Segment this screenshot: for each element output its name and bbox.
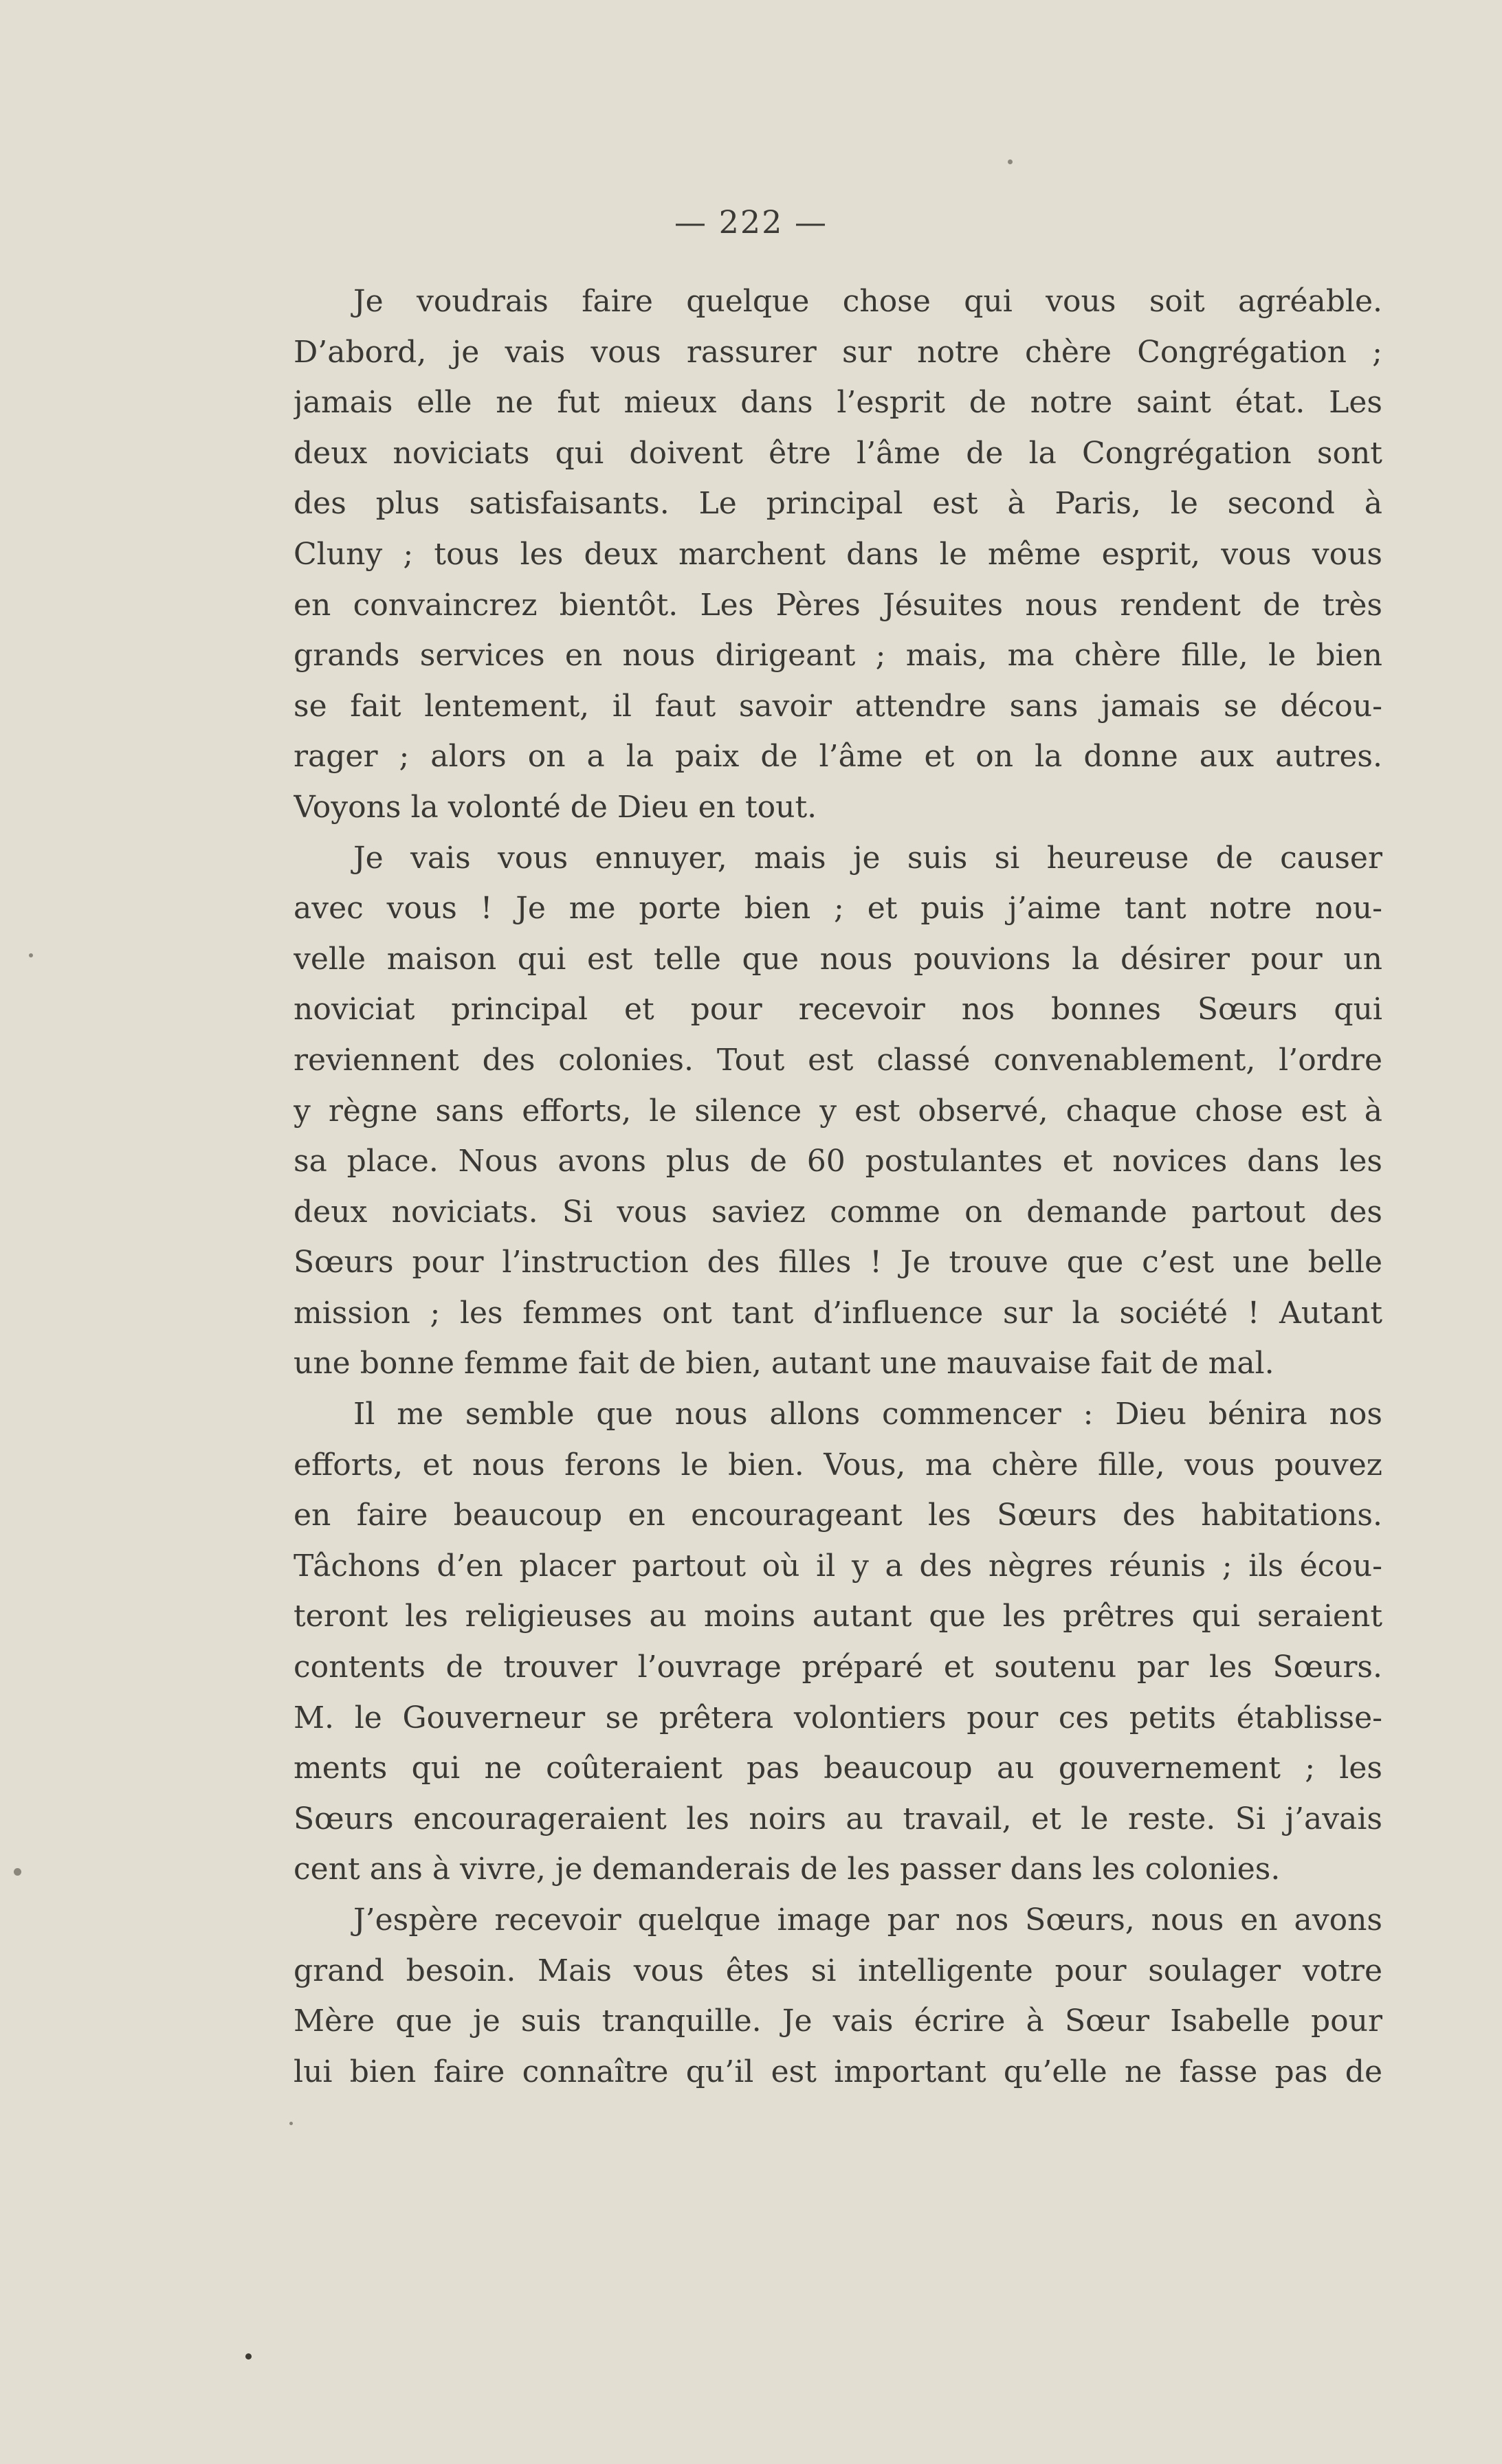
text-line: cent ans à vivre, je demanderais de les passer dans les colonies. — [294, 1852, 1281, 1887]
text-line: des plus satisfaisants. Le principal est à Paris, le second à — [294, 486, 1382, 522]
text-line: rager ; alors on a la paix de l’âme et on la donne aux autres. — [294, 739, 1382, 775]
text-line: Je vais vous ennuyer, mais je suis si heureuse de causer — [353, 840, 1382, 876]
text-line: en convaincrez bientôt. Les Pères Jésuites nous rendent de très — [294, 587, 1382, 623]
text-line: Il me semble que nous allons commencer : Dieu bénira nos — [353, 1397, 1382, 1432]
text-line: grands services en nous dirigeant ; mais, ma chère fille, le bien — [294, 638, 1382, 674]
text-line: Sœurs encourageraient les noirs au travail, et le reste. Si j’avais — [294, 1801, 1382, 1836]
paper-speck — [14, 1868, 21, 1876]
text-line: Voyons la volonté de Dieu en tout. — [294, 789, 817, 825]
text-line: contents de trouver l’ouvrage préparé et soutenu par les Sœurs. — [294, 1650, 1382, 1685]
page-number: — 222 — — [674, 203, 828, 241]
text-line: efforts, et nous ferons le bien. Vous, ma chère fille, vous pouvez — [294, 1447, 1382, 1483]
text-line: velle maison qui est telle que nous pouvions la désirer pour un — [294, 941, 1382, 977]
text-line: noviciat principal et pour recevoir nos bonnes Sœurs qui — [294, 992, 1382, 1028]
text-line: Mère que je suis tranquille. Je vais écrire à Sœur Isabelle pour — [294, 2004, 1382, 2039]
text-line: une bonne femme fait de bien, autant une mauvaise fait de mal. — [294, 1346, 1274, 1381]
paper-speck — [1008, 159, 1013, 164]
text-line: Je voudrais faire quelque chose qui vous soit agréable. — [353, 284, 1382, 319]
text-line: en faire beaucoup en encourageant les Sœurs des habitations. — [294, 1498, 1382, 1533]
text-line: ments qui ne coûteraient pas beaucoup au gouvernement ; les — [294, 1751, 1382, 1786]
paper-speck — [245, 2353, 252, 2360]
text-line: jamais elle ne fut mieux dans l’esprit de notre saint état. Les — [294, 385, 1382, 421]
text-line: Tâchons d’en placer partout où il y a des nègres réunis ; ils écou- — [294, 1548, 1382, 1584]
text-line: M. le Gouverneur se prêtera volontiers pour ces petits établisse- — [294, 1700, 1382, 1735]
text-line: reviennent des colonies. Tout est classé convenablement, l’ordre — [294, 1042, 1382, 1078]
text-line: Cluny ; tous les deux marchent dans le même esprit, vous vous — [294, 536, 1382, 572]
text-line: y règne sans efforts, le silence y est observé, chaque chose est à — [294, 1093, 1382, 1129]
text-line: lui bien faire connaître qu’il est important qu’elle ne fasse pas de — [294, 2054, 1382, 2089]
text-line: Sœurs pour l’instruction des filles ! Je trouve que c’est une belle — [294, 1245, 1382, 1280]
text-line: avec vous ! Je me porte bien ; et puis j’aime tant notre nou- — [294, 891, 1382, 926]
text-line: se fait lentement, il faut savoir attendre sans jamais se décou- — [294, 688, 1382, 724]
text-line: mission ; les femmes ont tant d’influence sur la société ! Autant — [294, 1295, 1382, 1331]
text-line: deux noviciats. Si vous saviez comme on demande partout des — [294, 1194, 1382, 1230]
text-line: deux noviciats qui doivent être l’âme de la Congrégation sont — [294, 435, 1382, 471]
text-line: J’espère recevoir quelque image par nos Sœurs, nous en avons — [353, 1902, 1382, 1938]
text-line: teront les religieuses au moins autant que les prêtres qui seraient — [294, 1599, 1382, 1634]
paper-speck — [29, 953, 33, 957]
text-line: D’abord, je vais vous rassurer sur notre chère Congrégation ; — [294, 334, 1382, 370]
text-line: grand besoin. Mais vous êtes si intelligente pour soulager votre — [294, 1953, 1382, 1988]
paper-speck — [289, 2122, 293, 2125]
text-line: sa place. Nous avons plus de 60 postulantes et novices dans les — [294, 1144, 1382, 1179]
body-text — [294, 276, 1382, 2097]
